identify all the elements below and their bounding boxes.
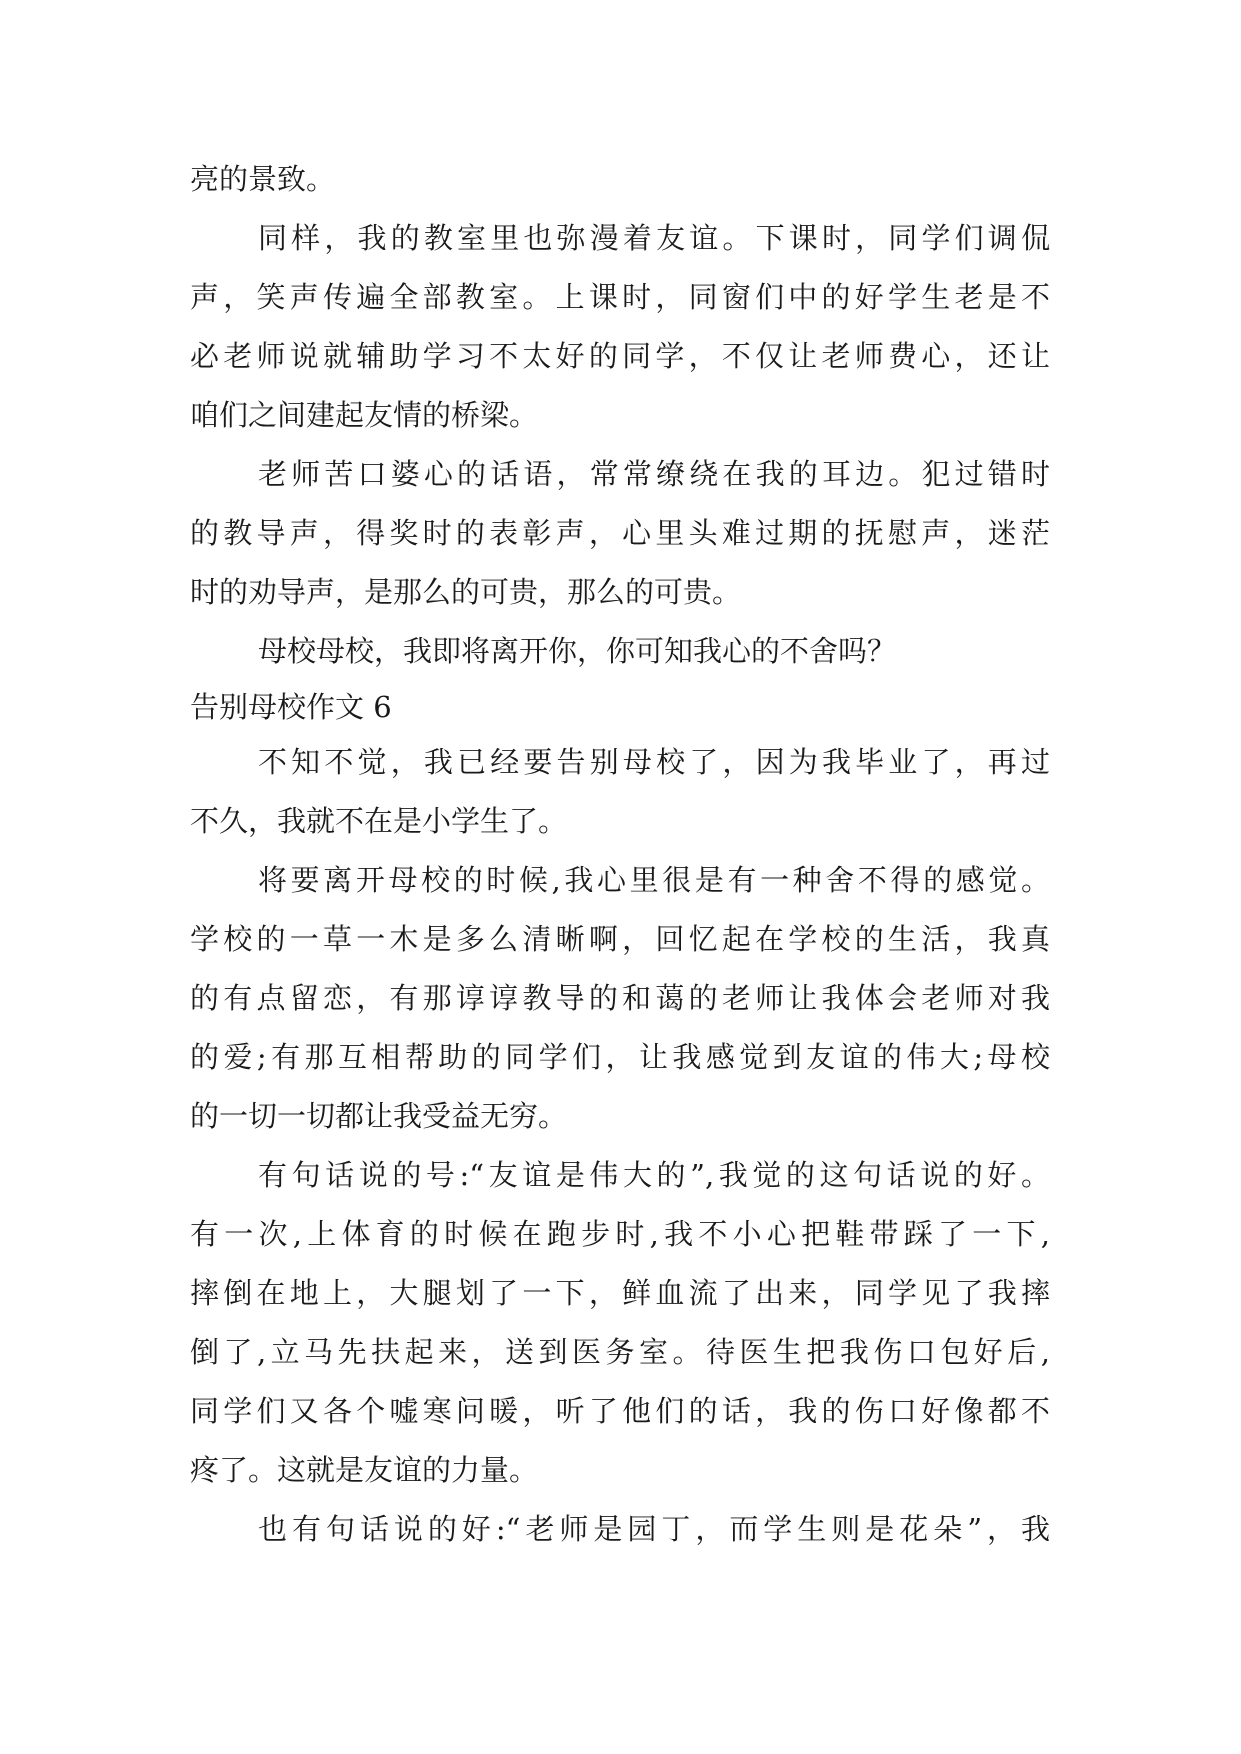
- text-line: 疼了。这就是友谊的力量。: [190, 1453, 539, 1487]
- text-line: 同学们又各个嘘寒问暖，听了他们的话，我的伤口好像都不: [190, 1394, 1050, 1428]
- text-line: 的有点留恋，有那谆谆教导的和蔼的老师让我体会老师对我: [190, 981, 1050, 1015]
- text-line: 时的劝导声，是那么的可贵，那么的可贵。: [190, 575, 742, 609]
- text-line: 必老师说就辅助学习不太好的同学，不仅让老师费心，还让: [190, 339, 1050, 373]
- text-line: 也有句话说的好:“老师是园丁，而学生则是花朵”，我: [258, 1512, 1050, 1546]
- text-line: 有句话说的号:“友谊是伟大的”,我觉的这句话说的好。: [258, 1158, 1050, 1192]
- text-line: 不久，我就不在是小学生了。: [190, 804, 568, 838]
- text-line: 倒了,立马先扶起来，送到医务室。待医生把我伤口包好后,: [190, 1335, 1050, 1369]
- text-line: 咱们之间建起友情的桥梁。: [190, 398, 539, 432]
- text-line: 有一次,上体育的时候在跑步时,我不小心把鞋带踩了一下,: [190, 1217, 1050, 1251]
- text-line: 摔倒在地上，大腿划了一下，鲜血流了出来，同学见了我摔: [190, 1276, 1050, 1310]
- section-heading: 告别母校作文 6: [190, 690, 392, 724]
- text-line: 同样，我的教室里也弥漫着友谊。下课时，同学们调侃: [258, 221, 1050, 255]
- text-line: 亮的景致。: [190, 162, 336, 196]
- text-line: 不知不觉，我已经要告别母校了，因为我毕业了，再过: [258, 745, 1050, 779]
- text-line: 学校的一草一木是多么清晰啊，回忆起在学校的生活，我真: [190, 922, 1050, 956]
- text-line: 声，笑声传遍全部教室。上课时，同窗们中的好学生老是不: [190, 280, 1050, 314]
- text-line: 将要离开母校的时候,我心里很是有一种舍不得的感觉。: [258, 863, 1050, 897]
- text-line: 老师苦口婆心的话语，常常缭绕在我的耳边。犯过错时: [258, 457, 1050, 491]
- text-line: 母校母校，我即将离开你，你可知我心的不舍吗？: [258, 634, 897, 668]
- text-line: 的一切一切都让我受益无穷。: [190, 1099, 568, 1133]
- text-line: 的爱;有那互相帮助的同学们，让我感觉到友谊的伟大;母校: [190, 1040, 1050, 1074]
- document-body: [190, 150, 1050, 1559]
- text-line: 的教导声，得奖时的表彰声，心里头难过期的抚慰声，迷茫: [190, 516, 1050, 550]
